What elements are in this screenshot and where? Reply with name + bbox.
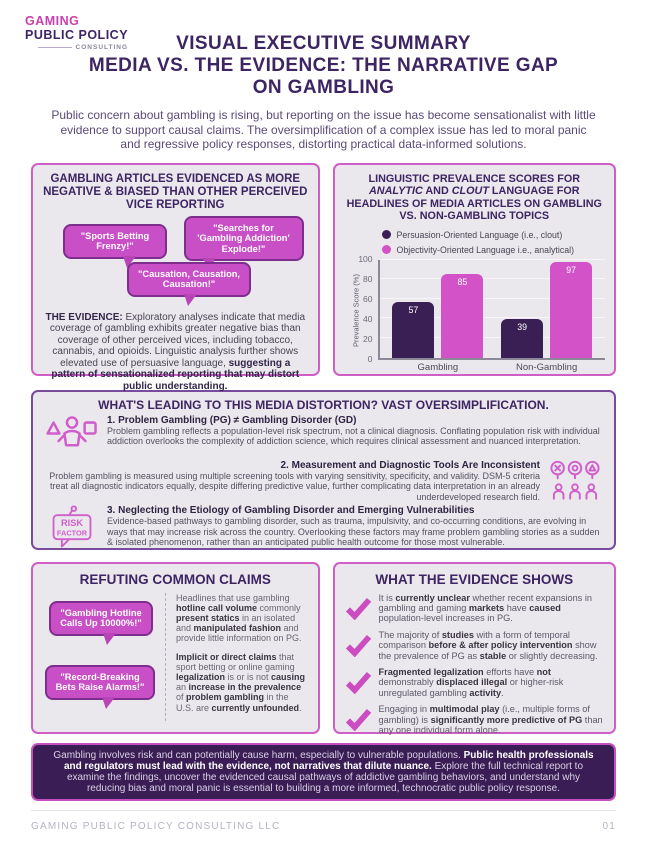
logo-line-consulting: CONSULTING — [25, 44, 128, 51]
evidence-item-3 — [345, 667, 605, 698]
refuting-box — [31, 562, 320, 734]
refuting-paragraph-1: Headlines that use gambling hotline call volume commonly present statics in an isolated and manipulated fashion and provide little information on PG. — [176, 592, 302, 644]
evidence-text-3: Fragmented legalization efforts have not demonstrably displaced illegal or higher-risk unregulated gambling activity. — [378, 666, 564, 698]
distortion-body-3: Evidence-based pathways to gambling disorder, such as trauma, impulsivity, and co-occurring conditions, are evolving in ways that may increase risk across the country. Overlooking these factors may frame problem gambling stories as a sudden & isolated phenomenon, rather than an anticipated public health outcome for those most vulnerable. — [107, 516, 600, 547]
group-icon — [551, 483, 599, 500]
bar-value-label: 39 — [517, 322, 528, 333]
legend-item-clout — [382, 230, 606, 240]
y-tick-label: 60 — [363, 293, 373, 304]
distortion-item-1 — [45, 415, 602, 457]
check-icon — [345, 597, 372, 620]
check-icon — [345, 634, 372, 657]
chart-legend — [382, 230, 606, 255]
evidence-text-2: The majority of studies with a form of temporal comparison before & after policy intervention show the prevalence of PG as stable or slightly decreasing. — [378, 629, 598, 661]
negative-bias-title: GAMBLING ARTICLES EVIDENCED AS MORE NEGATIVE & BIASED THAN OTHER PERCEIVED VICE REPORTING — [43, 172, 308, 211]
speech-bubble-causation: "Causation, Causation, Causation!" — [127, 262, 251, 297]
evidence-item-4 — [345, 704, 605, 735]
row-top — [31, 163, 616, 392]
footer-company: GAMING PUBLIC POLICY CONSULTING LLC — [31, 820, 281, 832]
check-icon — [345, 671, 372, 694]
refuting-title: REFUTING COMMON CLAIMS — [79, 571, 271, 587]
evidence-paragraph: THE EVIDENCE: Exploratory analyses indicate that media coverage of gambling exhibits greater negative bias than coverage of other perceived vices, including tobacco, cannabis, and opioids. Linguistic analysis further shows elevated use of persuasive language, suggesting a pattern of sensationalized reporting that may distort public understanding. — [45, 311, 306, 392]
logo-line-gaming: GAMING — [25, 14, 80, 28]
dashed-divider — [165, 593, 166, 721]
y-axis-label: Prevalence Score (%) — [351, 273, 360, 347]
bar-group-gambling — [392, 260, 483, 373]
speech-bubble-hotline: "Gambling Hotline Calls Up 10000%!" — [49, 601, 153, 636]
logo-line-public-policy: PUBLIC POLICY — [25, 28, 129, 43]
x-tick-label: Gambling — [417, 361, 459, 373]
row-bottom — [31, 562, 616, 734]
conclusion-callout: Gambling involves risk and can potentially cause harm, especially to vulnerable populations. Public health professionals and regulators must lead with the evidence, not narratives that dilute nuance. Explore the full technical report to examine the findings, uncover the evidenced causal pathways of addictive gambling behaviors, and understand why reducing bias and moral panic is essential to building a more informed, technocratic public policy response. — [31, 743, 616, 801]
page-footer — [31, 810, 616, 832]
bar-value-label: 57 — [408, 304, 419, 315]
distortion-heading-3: 3. Neglecting the Etiology of Gambling Disorder and Emerging Vulnerabilities — [107, 505, 475, 516]
page-title-line1: VISUAL EXECUTIVE SUMMARY — [176, 33, 471, 54]
evidence-shows-box — [333, 562, 617, 734]
bar-value-label: 85 — [457, 277, 468, 288]
y-tick-label: 0 — [367, 353, 373, 364]
legend-label-analytical: Objectivity-Oriented Language i.e., analytical) — [396, 244, 574, 255]
svg-text:RISK: RISK — [60, 518, 84, 529]
legend-dot-analytical — [382, 245, 391, 254]
distortion-heading-2: 2. Measurement and Diagnostic Tools Are Inconsistent — [280, 459, 540, 471]
refuting-paragraph-2: Implicit or direct claims that sport betting or online gaming legalization is or is not causing an increase in the prevalence of problem gambling in the U.S. are currently unfounded. — [176, 651, 306, 713]
evidence-shows-title: WHAT THE EVIDENCE SHOWS — [375, 571, 574, 587]
distortion-body-2: Problem gambling is measured using multiple screening tools with varying sensitivity, specificity, and validity. DSM-5 criteria treat all diagnostic indicators equally, despite differing predictive value, further complicating data interpretation in an already underdeveloped research field. — [49, 470, 540, 502]
bar-value-label: 97 — [566, 265, 577, 276]
legend-item-analytical — [382, 245, 606, 255]
intro-text: Public concern about gambling is rising, but reporting on the issue has become sensationalist with little evidence to support causal claims. The oversimplification of a complex issue has led to moral panic and regressive policy responses, distorting practical data-informed solutions. — [51, 108, 596, 151]
people-choice-icon — [45, 415, 99, 457]
bar — [550, 262, 592, 357]
y-tick-label: 80 — [363, 273, 373, 284]
page-title-line2: MEDIA VS. THE EVIDENCE: THE NARRATIVE GAP — [88, 55, 559, 76]
headline-bubbles — [43, 216, 308, 302]
check-icon — [345, 708, 372, 731]
bar — [501, 319, 543, 357]
company-logo — [25, 14, 128, 51]
risk-factor-icon — [45, 505, 99, 553]
distortion-box — [31, 390, 616, 550]
distortion-heading-1: 1. Problem Gambling (PG) ≠ Gambling Disorder (GD) — [107, 414, 357, 426]
evidence-text-4: Engaging in multimodal play (i.e., multiple forms of gambling) is significantly more predictive of PG than any one individual form alone. — [378, 704, 603, 735]
footer-page-number: 01 — [602, 820, 616, 832]
bar-chart — [344, 253, 606, 378]
y-tick-label: 100 — [358, 253, 373, 264]
distortion-item-2 — [45, 460, 602, 503]
y-tick-label: 40 — [363, 313, 373, 324]
bar-group-non-gambling — [501, 260, 592, 373]
evidence-item-1 — [345, 593, 605, 624]
chart-title: LINGUISTIC PREVALENCE SCORES FOR ANALYTIC AND CLOUT LANGUAGE FOR HEADLINES OF MEDIA ARTICLES ON GAMBLING VS. NON-GAMBLING TOPICS — [346, 172, 602, 222]
evidence-text-1: It is currently unclear whether recent expansions in gambling and gaming markets have caused population-level increases in PG. — [378, 592, 592, 624]
evidence-item-2 — [345, 630, 605, 661]
legend-label-clout: Persuasion-Oriented Language (i.e., clout) — [396, 229, 563, 240]
speech-bubble-searches: "Searches for 'Gambling Addiction' Explode!" — [184, 216, 304, 262]
speech-bubble-record-bets: "Record-Breaking Bets Raise Alarms!" — [45, 665, 155, 700]
chart-plot — [378, 260, 606, 373]
distortion-item-3 — [45, 505, 602, 553]
speech-bubble-sports-betting: "Sports Betting Frenzy!" — [63, 224, 167, 259]
bar — [441, 274, 483, 357]
svg-text:FACTOR: FACTOR — [56, 528, 88, 538]
negative-bias-box — [31, 163, 320, 392]
bar — [392, 302, 434, 358]
y-tick-label: 20 — [363, 333, 373, 344]
distortion-title: WHAT'S LEADING TO THIS MEDIA DISTORTION? VAST OVERSIMPLIFICATION. — [98, 397, 549, 412]
x-tick-label: Non-Gambling — [516, 361, 578, 373]
distortion-body-1: Problem gambling reflects a population-level risk spectrum, not a clinical diagnosis. Conflating population risk with individual addiction overlooks the complexity of addiction science, which requires clinical assessment and nuanced interpretation. — [107, 425, 600, 446]
logo-rule — [38, 47, 72, 48]
claim-bubbles — [43, 593, 161, 721]
opinions-icon — [549, 460, 601, 481]
chart-box — [333, 163, 617, 376]
y-axis-ticks — [356, 253, 378, 364]
legend-dot-clout — [382, 230, 391, 239]
page-title-line3: ON GAMBLING — [252, 77, 395, 98]
